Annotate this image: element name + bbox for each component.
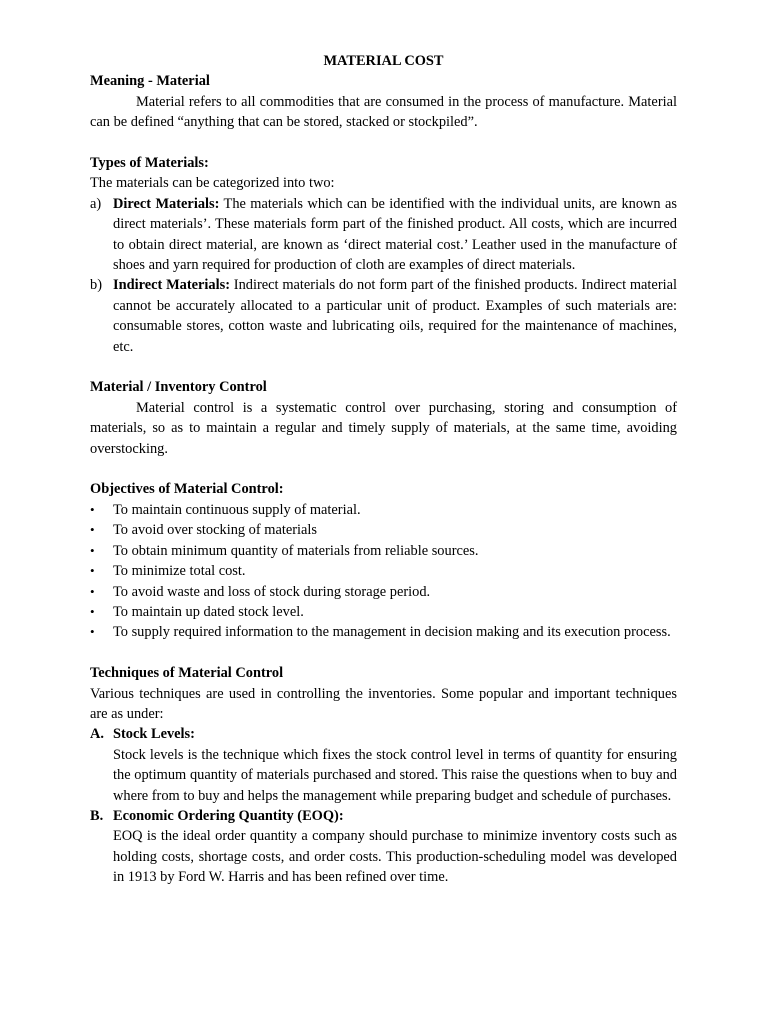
control-paragraph: Material control is a systematic control over purchasing, storing and consumption of materials, so as to maintain a regular and timely supply of materials, at the same time, avoiding overstocking. bbox=[90, 399, 677, 457]
list-item bbox=[90, 561, 677, 581]
list-item-text: To supply required information to the management in decision making and its execution process. bbox=[113, 624, 671, 641]
techniques-intro: Various techniques are used in controlling the inventories. Some popular and important techniques are as under: bbox=[90, 685, 677, 722]
bullet-icon: • bbox=[90, 624, 95, 640]
list-marker: b) bbox=[90, 277, 102, 294]
bullet-icon: • bbox=[90, 603, 95, 619]
list-item bbox=[90, 582, 677, 602]
spacer bbox=[90, 459, 677, 479]
technique-eoq bbox=[90, 806, 677, 826]
list-item-text: To avoid over stocking of materials bbox=[113, 522, 318, 539]
list-item bbox=[90, 541, 677, 561]
list-item bbox=[90, 500, 677, 520]
term-label: Indirect Materials: bbox=[113, 277, 231, 294]
list-item-text: To minimize total cost. bbox=[113, 563, 246, 580]
spacer bbox=[90, 133, 677, 153]
technique-description: EOQ is the ideal order quantity a company should purchase to minimize inventory costs such as holding costs, shortage costs, and order costs. This production-scheduling model was developed in 1913 by Ford W. Harris and has been refined over time. bbox=[113, 828, 677, 886]
list-item bbox=[90, 622, 677, 642]
technique-title: Economic Ordering Quantity (EOQ): bbox=[113, 807, 344, 824]
document-page bbox=[90, 51, 677, 888]
list-item-text: To avoid waste and loss of stock during storage period. bbox=[113, 583, 431, 600]
technique-description: Stock levels is the technique which fixes the stock control level in terms of quantity for ensuring the optimum quantity of materials purchased and stored. This raise the questions when to buy and where from to buy and helps the management while preparing budget and schedule of purchases. bbox=[113, 746, 677, 804]
bullet-icon: • bbox=[90, 501, 95, 517]
list-marker: a) bbox=[90, 195, 102, 212]
meaning-heading: Meaning - Material bbox=[90, 73, 210, 90]
list-marker: A. bbox=[90, 726, 104, 743]
term-description: Indirect materials do not form part of the finished products. Indirect material cannot be accurately allocated to a particular unit of product. Examples of such materials are: consumable stores, cotton waste and lubricating oils, required for the maintenance of machines, etc. bbox=[113, 277, 677, 355]
bullet-icon: • bbox=[90, 563, 95, 579]
list-item-text: To maintain up dated stock level. bbox=[113, 603, 304, 620]
term-label: Direct Materials: bbox=[113, 195, 220, 212]
list-marker: B. bbox=[90, 807, 104, 824]
list-item-text: To maintain continuous supply of material. bbox=[113, 501, 361, 518]
control-heading: Material / Inventory Control bbox=[90, 379, 267, 396]
techniques-heading: Techniques of Material Control bbox=[90, 665, 284, 682]
term-description: The materials which can be identified with the individual units, are known as direct materials’. These materials form part of the finished product. All costs, which are incurred to obtain direct material, are known as ‘direct material cost.’ Leather used in the manufacture of shoes and yarn required for production of cloth are examples of direct materials. bbox=[113, 195, 677, 274]
technique-title: Stock Levels: bbox=[113, 726, 195, 743]
list-item-direct-materials bbox=[90, 194, 677, 276]
bullet-icon: • bbox=[90, 542, 95, 558]
list-item bbox=[90, 602, 677, 622]
list-item-indirect-materials bbox=[90, 275, 677, 357]
bullet-icon: • bbox=[90, 522, 95, 538]
bullet-icon: • bbox=[90, 583, 95, 599]
spacer bbox=[90, 643, 677, 663]
technique-stock-levels bbox=[90, 724, 677, 744]
objectives-heading: Objectives of Material Control: bbox=[90, 481, 284, 498]
meaning-paragraph: Material refers to all commodities that are consumed in the process of manufacture. Material can be defined “anything that can be stored, stacked or stockpiled”. bbox=[90, 93, 677, 131]
list-item-text: To obtain minimum quantity of materials from reliable sources. bbox=[113, 542, 479, 559]
spacer bbox=[90, 357, 677, 377]
page-title: MATERIAL COST bbox=[323, 53, 444, 69]
types-intro: The materials can be categorized into two: bbox=[90, 175, 335, 192]
types-heading: Types of Materials: bbox=[90, 155, 209, 172]
list-item bbox=[90, 520, 677, 540]
